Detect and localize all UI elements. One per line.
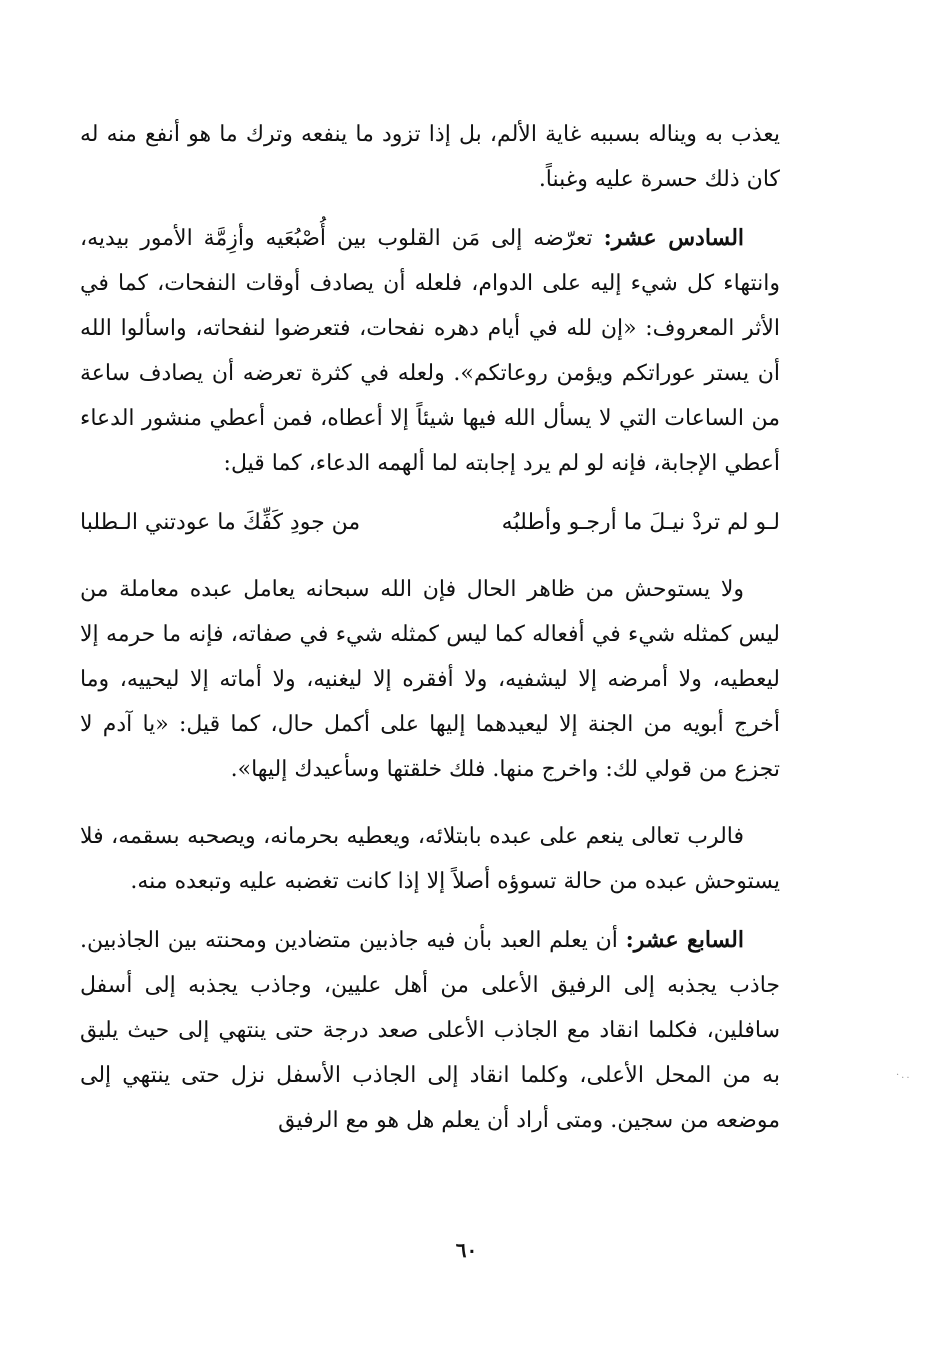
heading-seventeenth: السابع عشر:: [625, 927, 744, 953]
poetry-verse: [80, 500, 780, 545]
paragraph-sixteenth: [80, 216, 780, 486]
page-body: [80, 112, 780, 1143]
margin-marks: ..·: [896, 1070, 912, 1081]
verse-first-hemistich: لـو لم تردْ نيـلَ ما أرجـو وأطلبُه: [501, 510, 780, 535]
paragraph-4-text: فالرب تعالى ينعم على عبده بابتلائه، ويعطيه بحرمانه، ويصحبه بسقمه، فلا يستوحش عبده من حالة تسوؤه أصلاً إلا إذا كانت تغضبه عليه وتبعده منه.: [80, 824, 780, 894]
heading-sixteenth: السادس عشر:: [603, 225, 745, 251]
paragraph-4: [80, 814, 780, 904]
paragraph-3-text: ولا يستوحش من ظاهر الحال فإن الله سبحانه يعامل عبده معاملة من ليس كمثله شيء في أفعاله كما ليس كمثله شيء في صفاته، فإنه ما حرمه إلا ليعطيه، ولا أمرضه إلا ليشفيه، ولا أفقره إلا ليغنيه، ولا أماته إلا ليحييه، وما أخرج أبويه من الجنة إلا ليعيدهما إليها على أكمل حال، كما قيل: «يا آدم لا تجزع من قولي لك: واخرج منها. فلك خلقتها وسأعيدك إليها».: [80, 577, 780, 782]
paragraph-1-text: يعذب به ويناله بسببه غاية الألم، بل إذا تزود ما ينفعه وترك ما هو أنفع منه له كان ذلك حسرة عليه وغبناً.: [80, 122, 780, 192]
paragraph-1: [80, 112, 780, 202]
paragraph-seventeenth: [80, 918, 780, 1143]
paragraph-seventeenth-text: أن يعلم العبد بأن فيه جاذبين متضادين ومحنته بين الجاذبين. جاذب يجذبه إلى الرفيق الأعلى من أهل عليين، وجاذب يجذبه إلى أسفل سافلين، فكلما انقاد مع الجاذب الأعلى صعد درجة حتى ينتهي إلى حيث يليق به من المحل الأعلى، وكلما انقاد إلى الجاذب الأسفل نزل حتى ينتهي إلى موضعه من سجين. ومتى أراد أن يعلم هل هو مع الرفيق: [80, 928, 780, 1133]
paragraph-sixteenth-text: تعرّضه إلى مَن القلوب بين أُصْبُعَيه وأزِمَّة الأمور بيديه، وانتهاء كل شيء إليه على الدوام، فلعله أن يصادف أوقات النفحات، كما في الأثر المعروف: «إن لله في أيام دهره نفحات، فتعرضوا لنفحاته، واسألوا الله أن يستر عوراتكم ويؤمن روعاتكم». ولعله في كثرة تعرضه أن يصادف ساعة من الساعات التي لا يسأل الله فيها شيئاً إلا أعطاه، فمن أعطي منشور الدعاء أعطي الإجابة، فإنه لو لم يرد إجابته لما ألهمه الدعاء، كما قيل:: [80, 226, 780, 476]
page-number: ٦٠: [455, 1238, 478, 1262]
paragraph-3: [80, 567, 780, 792]
verse-second-hemistich: من جودِ كَفِّكَ ما عودتني الـطلبا: [80, 510, 361, 535]
